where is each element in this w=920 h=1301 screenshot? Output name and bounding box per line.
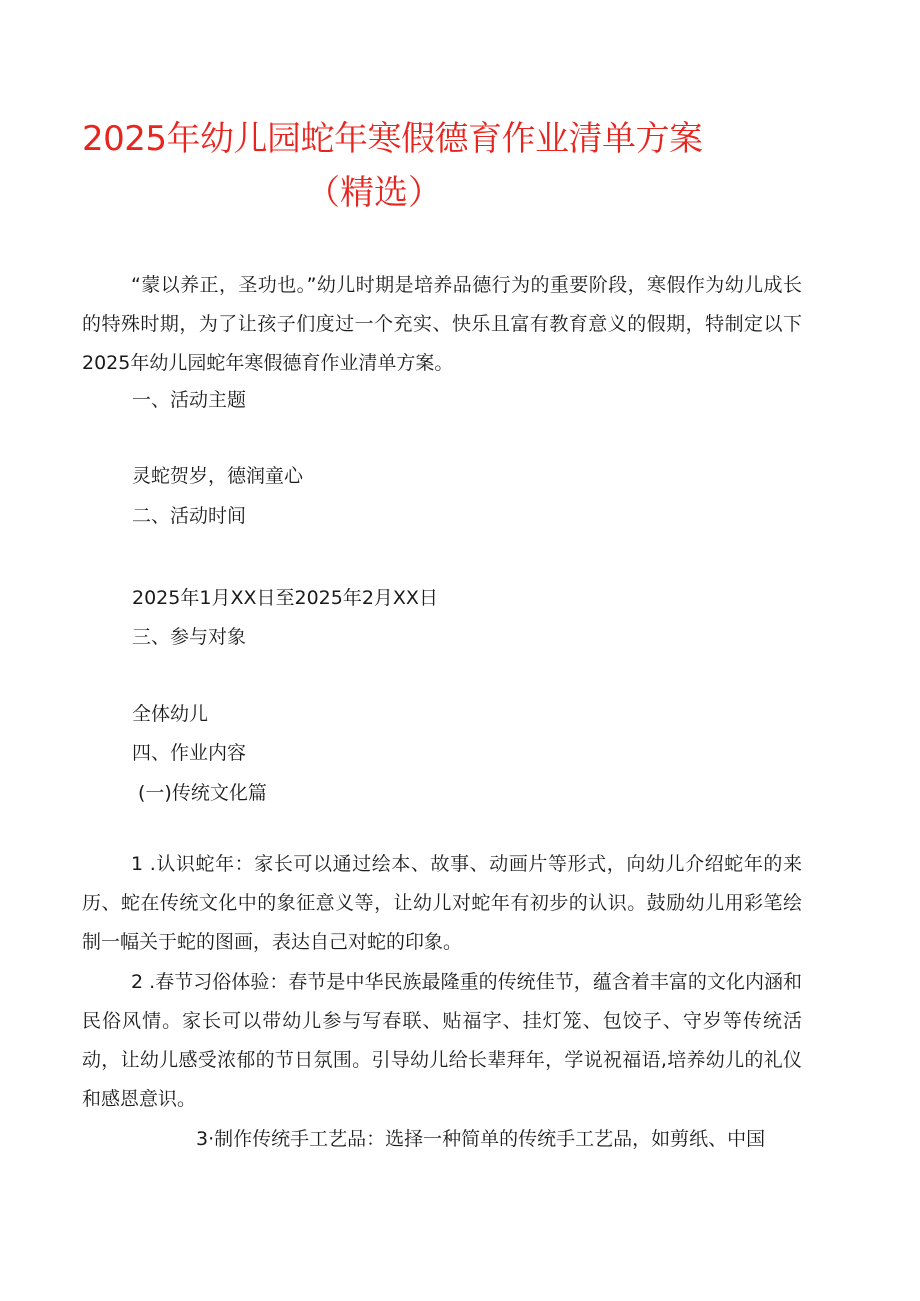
list-item-3: 3·制作传统手工艺品：选择一种简单的传统手工艺品，如剪纸、中国 xyxy=(196,1128,766,1150)
section-heading-time: 二、活动时间 xyxy=(132,505,247,527)
document-title: 2025年幼儿园蛇年寒假德育作业清单方案 xyxy=(82,119,703,159)
list-item-2: 2 .春节习俗体验：春节是中华民族最隆重的传统佳节，蕴含着丰富的文化内涵和民俗风情。家长可以带幼儿参与写春联、贴福字、挂灯笼、包饺子、守岁等传统活动，让幼儿感受浓郁的节日氛围。引导幼儿给长辈拜年，学说祝福语,培养幼儿的礼仪和感恩意识。 xyxy=(82,971,802,1110)
section-heading-content: 四、作业内容 xyxy=(132,742,247,764)
intro-paragraph: “蒙以养正，圣功也。”幼儿时期是培养品德行为的重要阶段，寒假作为幼儿成长的特殊时期，为了让孩子们度过一个充实、快乐且富有教育意义的假期，特制定以下2025年幼儿园蛇年寒假德育作业清单方案。 xyxy=(82,274,802,374)
list-item-1: 1 .认识蛇年：家长可以通过绘本、故事、动画片等形式，向幼儿介绍蛇年的来历、蛇在传统文化中的象征意义等，让幼儿对蛇年有初步的认识。鼓励幼儿用彩笔绘制一幅关于蛇的图画，表达自己对蛇的印象。 xyxy=(82,853,802,953)
section-heading-participants: 三、参与对象 xyxy=(132,626,247,648)
section-heading-theme: 一、活动主题 xyxy=(132,389,247,411)
subsection-heading-culture: (一)传统文化篇 xyxy=(138,782,267,804)
section-body-participants: 全体幼儿 xyxy=(132,703,209,725)
section-body-time: 2025年1月XX日至2025年2月XX日 xyxy=(132,587,438,609)
section-body-theme: 灵蛇贺岁，德润童心 xyxy=(132,465,304,487)
document-subtitle: （精选） xyxy=(306,173,442,213)
